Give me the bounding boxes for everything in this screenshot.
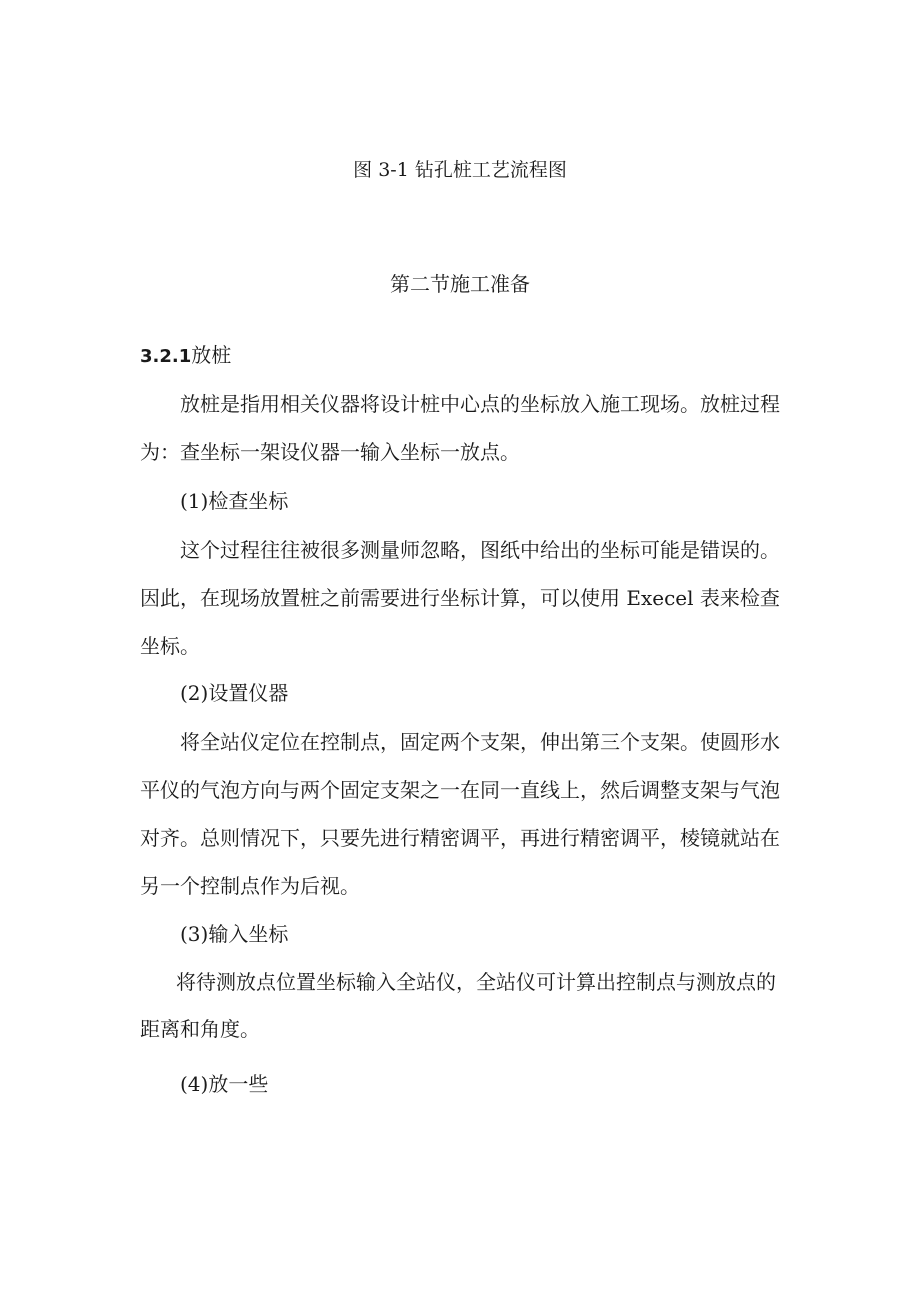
- step-heading: (1)检查坐标: [180, 489, 289, 513]
- paragraph-line: 另一个控制点作为后视。: [140, 874, 360, 898]
- subsection-heading: [140, 343, 231, 369]
- paragraph-line: 因此，在现场放置桩之前需要进行坐标计算，可以使用 Execel 表来检查: [140, 586, 780, 610]
- paragraph-line: 为：查坐标一架设仪器一输入坐标一放点。: [140, 440, 520, 464]
- paragraph-line: 距离和角度。: [140, 1017, 260, 1041]
- step-heading: (3)输入坐标: [180, 922, 289, 946]
- subsection-number: 3.2.1: [140, 346, 192, 367]
- figure-caption: 图 3-1 钻孔桩工艺流程图: [353, 159, 567, 181]
- step-heading: (2)设置仪器: [180, 681, 289, 705]
- step-heading: (4)放一些: [180, 1072, 269, 1096]
- paragraph-line: 平仪的气泡方向与两个固定支架之一在同一直线上，然后调整支架与气泡: [140, 778, 780, 802]
- paragraph-line: 坐标。: [140, 634, 200, 658]
- subsection-title: 放桩: [191, 343, 232, 367]
- paragraph-line: 对齐。总则情况下，只要先进行精密调平，再进行精密调平，棱镜就站在: [140, 826, 780, 850]
- section-title: 第二节施工准备: [390, 272, 530, 296]
- paragraph-line: 放桩是指用相关仪器将设计桩中心点的坐标放入施工现场。放桩过程: [180, 392, 780, 416]
- paragraph-line: 将全站仪定位在控制点，固定两个支架，伸出第三个支架。使圆形水: [180, 730, 780, 754]
- paragraph-line: 将待测放点位置坐标输入全站仪，全站仪可计算出控制点与测放点的: [176, 970, 776, 994]
- paragraph-line: 这个过程往往被很多测量师忽略，图纸中给出的坐标可能是错误的。: [180, 538, 780, 562]
